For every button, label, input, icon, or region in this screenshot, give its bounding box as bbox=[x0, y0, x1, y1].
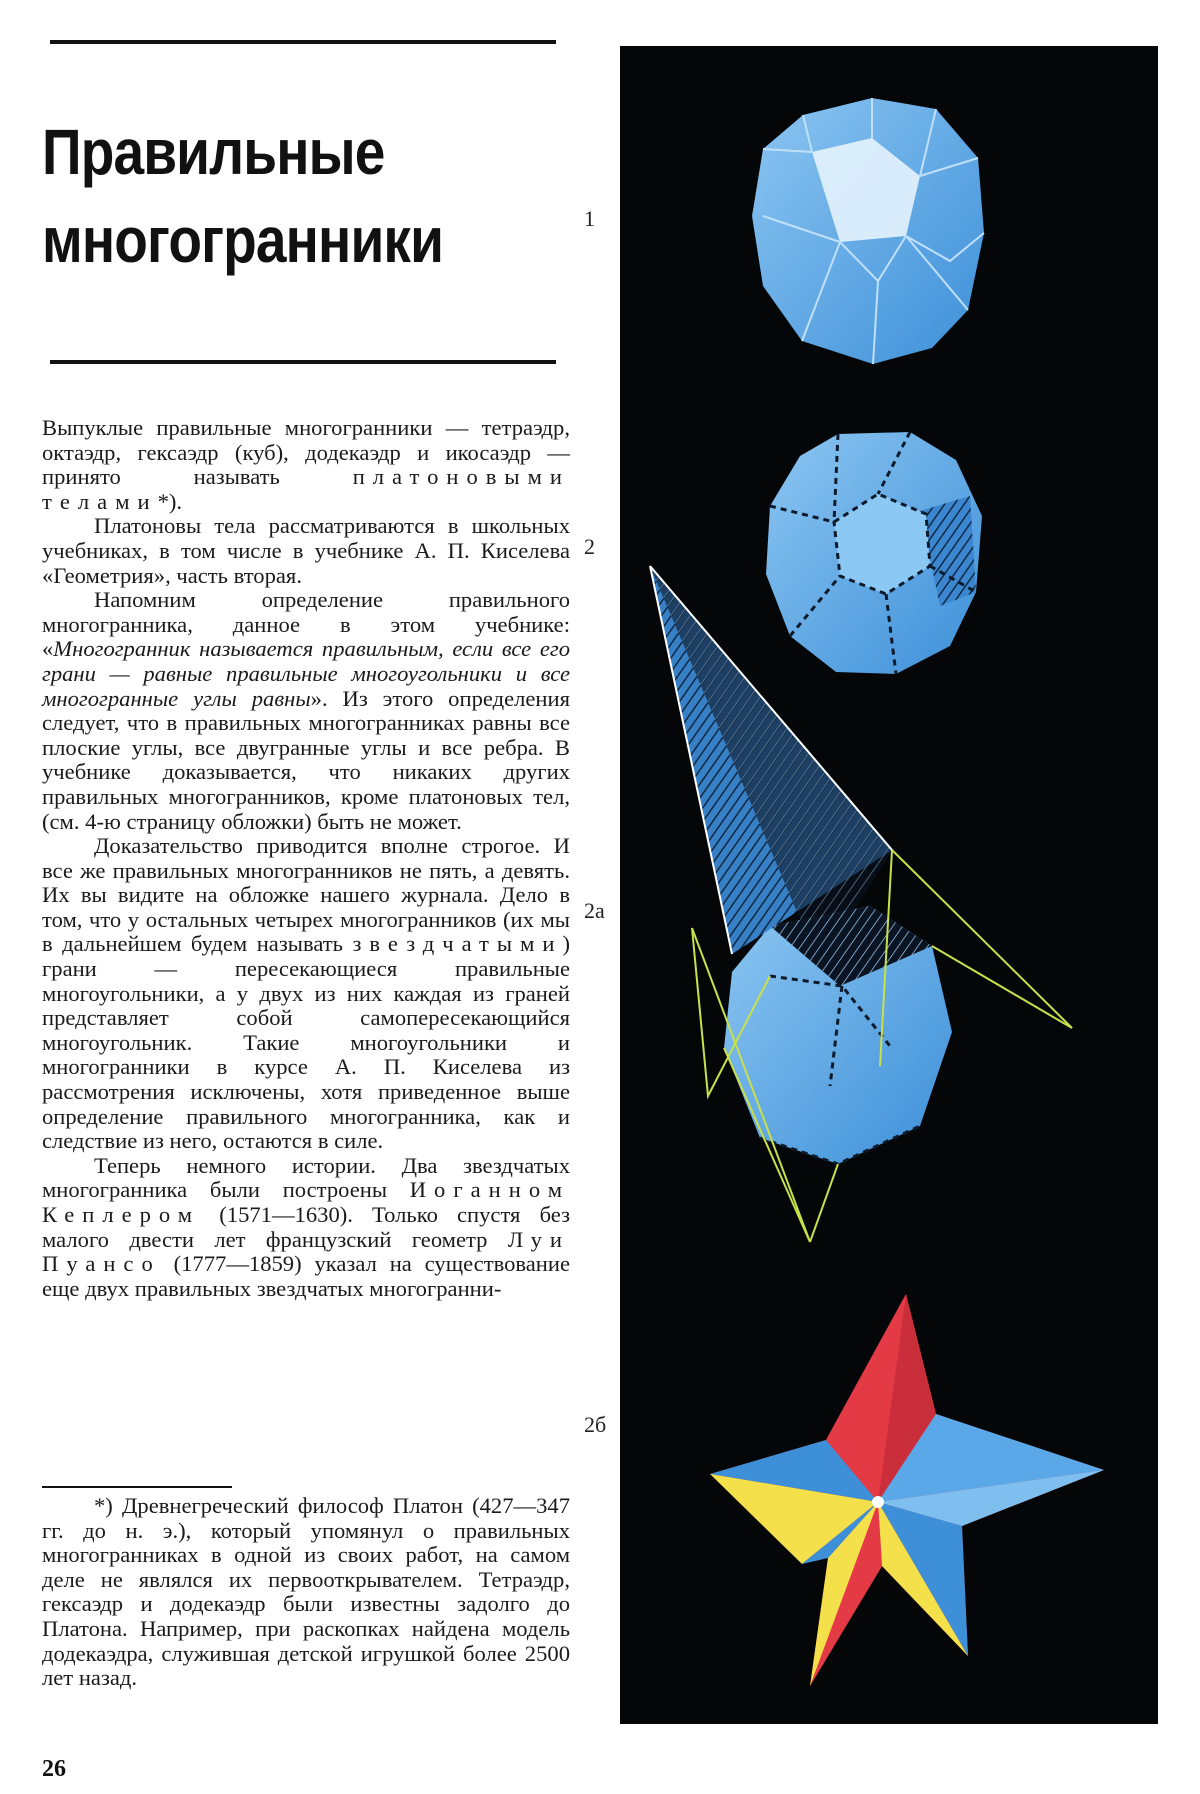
dodecahedron-figure-1 bbox=[752, 98, 984, 364]
paragraph-4: Доказательство приводится вполне строгое. И все же правильных многогранников не пять, а девять. Их вы видите на обложке нашего журнала. Дело в том, что у остальных четырех многогранников (их мы в дальнейшем будем называть звездчатыми) грани — пересекающиеся правильные многоугольники, а у двух из них каждая из граней представляет собой самопересекающийся многоугольник. Такие многоугольники и многогранники в курсе А. П. Киселева из рассмотрения исключены, хотя приведенное выше определение правильного многогранника, как и следствие из него, остаются в силе. bbox=[42, 833, 570, 1154]
article-body bbox=[42, 416, 570, 1301]
paragraph-5: Теперь немного истории. Два звездчатых многогранника были построены Иоганном Кеплером (1571—1630). Только спустя без малого двести лет французский геометр Луи Пуансо (1777—1859) указал на существование еще двух правильных звездчатых многогранни- bbox=[42, 1152, 570, 1301]
footnote bbox=[42, 1494, 570, 1691]
footnote-rule bbox=[42, 1486, 232, 1488]
star-polyhedron-figure-2b bbox=[710, 1294, 1104, 1686]
definition-quote: Многогранник называется правильным, если все его грани — равные правильные многоугольники и все многогранные углы равны bbox=[42, 636, 570, 711]
figure-label-1: 1 bbox=[584, 206, 595, 231]
dodecahedron-figure-2 bbox=[766, 432, 982, 674]
kepler-name: Иоганном Кеплером bbox=[42, 1177, 570, 1227]
poinsot-name: Луи Пуансо bbox=[42, 1226, 570, 1277]
platonic-solids-term: платоновыми телами bbox=[42, 464, 570, 514]
title-line-1: Правильные bbox=[42, 116, 385, 188]
page-title bbox=[42, 108, 489, 284]
polyhedra-illustration bbox=[620, 46, 1158, 1724]
illustration-panel bbox=[620, 46, 1158, 1724]
figure-label-2: 2 bbox=[584, 534, 595, 559]
title-bottom-rule bbox=[50, 360, 556, 364]
paragraph-3: Напомним определение правильного многогранника, данное в этом учебнике: «Многогранник называется правильным, если все его грани — равные правильные многоугольники и все многогранные углы равны». Из этого определения следует, что в правильных многогранниках равны все плоские углы, все двугранные углы и все ребра. В учебнике доказывается, что никаких других правильных многогранников, кроме платоновых тел, (см. 4-ю страницу обложки) быть не может. bbox=[42, 587, 570, 834]
paragraph-1: Выпуклые правильные многогранники — тетраэдр, октаэдр, гексаэдр (куб), додекаэдр и икосаэдр — принято называть платоновыми телами*). bbox=[42, 415, 570, 514]
top-rule bbox=[50, 40, 556, 44]
title-line-2: многогранники bbox=[42, 204, 444, 276]
page-number: 26 bbox=[42, 1756, 66, 1782]
stellated-term: звездчатыми bbox=[352, 931, 563, 957]
figure-label-2b: 2б bbox=[584, 1412, 607, 1437]
figure-label-2a: 2a bbox=[584, 898, 605, 923]
paragraph-2: Платоновы тела рассматриваются в школьных учебниках, в том числе в учебнике А. П. Киселева «Геометрия», часть вторая. bbox=[42, 513, 570, 588]
footnote-text: *) Древнегреческий философ Платон (427—347 гг. до н. э.), который упомянул о правильных многогранниках в одной из своих работ, на самом деле не являлся их первооткрывателем. Тетраэдр, гексаэдр и додекаэдр были известны задолго до Платона. Например, при раскопках найдена модель додекаэдра, служившая детской игрушкой более 2500 лет назад. bbox=[42, 1493, 570, 1691]
